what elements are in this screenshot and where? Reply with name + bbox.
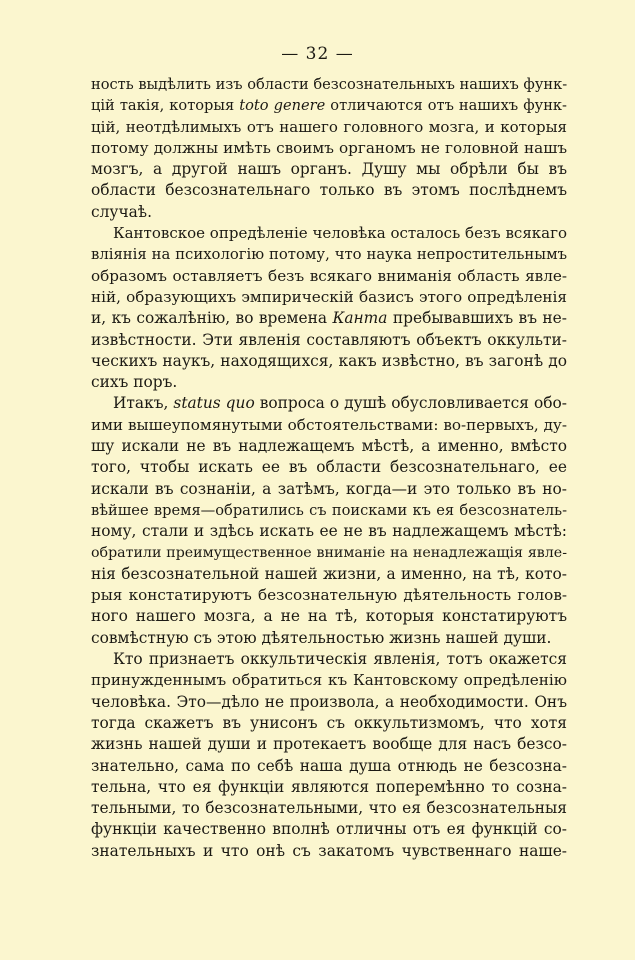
text-line: ній, образующихъ эмпирическій базисъ этого опредѣленія <box>91 287 567 306</box>
text-line: области безсознательнаго только въ этомъ послѣднемъ <box>91 181 567 200</box>
text-line: тельными, то безсознательными, что ея безсознательныя <box>91 799 567 818</box>
text-line: шу искали не въ надлежащемъ мѣстѣ, а именно, вмѣсто <box>91 437 567 456</box>
text-line: извѣстности. Эти явленія составляютъ объектъ оккульти- <box>91 330 567 349</box>
text-line: ческихъ наукъ, находящихся, какъ извѣстно, въ загонѣ до <box>91 351 567 370</box>
text-line: ному, стали и здѣсь искать ее не въ надлежащемъ мѣстѣ: <box>91 522 567 541</box>
text-line: вліянія на психологію потому, что наука непростительнымъ <box>91 246 567 264</box>
text-line: совмѣстную съ этою дѣятельностью жизнь нашей души. <box>91 628 552 647</box>
paragraph <box>91 223 567 393</box>
text-line: нія безсознательной нашей жизни, а именно, на тѣ, кото- <box>91 564 567 583</box>
text-line: искали въ сознаніи, а затѣмъ, когда—и это только въ но- <box>91 479 567 498</box>
text-line: вѣйшее время—обратились съ поисками къ ея безсознатель- <box>91 501 567 519</box>
paragraph <box>91 649 567 862</box>
text-line: и, къ сожалѣнію, во времена Канта пребывавшихъ въ не- <box>91 309 567 328</box>
text-line: человѣка. Это—дѣло не произвола, а необходимости. Онъ <box>91 692 567 711</box>
text-line: Кто признаетъ оккультическія явленія, тотъ окажется <box>113 650 567 669</box>
text-line: знательно, сама по себѣ наша душа отнюдь не безсозна- <box>91 756 567 775</box>
paragraph <box>91 393 567 649</box>
text-line: тельна, что ея функціи являются поперемѣнно то созна- <box>91 777 567 796</box>
text-line: ими вышеупомянутыми обстоятельствами: во-первыхъ, ду- <box>91 415 567 434</box>
text-line: сихъ поръ. <box>91 373 178 392</box>
page-number: — 32 — <box>281 44 354 64</box>
emphasized-term: status quo <box>173 394 255 413</box>
text-line: жизнь нашей души и протекаетъ вообще для насъ безсо- <box>91 735 567 754</box>
text-line: Итакъ, status quo вопроса о душѣ обусловливается обо- <box>113 394 567 413</box>
body-text <box>91 74 567 862</box>
text-line: знательныхъ и что онѣ съ закатомъ чувственнаго наше- <box>91 841 567 860</box>
text-line: рыя констатируютъ безсознательную дѣятельность голов- <box>91 586 567 605</box>
text-line: цій такія, которыя toto genere отличаются отъ нашихъ функ- <box>91 97 567 115</box>
text-line: Кантовское опредѣленіе человѣка осталось безъ всякаго <box>113 224 567 243</box>
text-line: случаѣ. <box>91 202 152 221</box>
text-line: мозгъ, а другой нашъ органъ. Душу мы обрѣли бы въ <box>91 160 567 179</box>
text-line: принужденнымъ обратиться къ Кантовскому опредѣленію <box>91 671 567 690</box>
text-line: того, чтобы искать ее въ области безсознательнаго, ее <box>91 458 567 477</box>
emphasized-term: toto genere <box>239 97 326 115</box>
paragraph <box>91 74 567 223</box>
text-line: обратили преимущественное вниманіе на ненадлежащія явле- <box>91 544 567 561</box>
text-line: ность выдѣлить изъ области безсознательныхъ нашихъ функ- <box>91 76 568 93</box>
text-line: образомъ оставляетъ безъ всякаго вниманія область явле- <box>91 266 567 285</box>
emphasized-term: Канта <box>332 309 388 328</box>
text-line: потому должны имѣть своимъ органомъ не головной нашъ <box>91 138 567 157</box>
text-line: цій, неотдѣлимыхъ отъ нашего головного мозга, и которыя <box>91 117 567 136</box>
text-line: ного нашего мозга, а не на тѣ, которыя констатируютъ <box>91 607 567 626</box>
text-line: функціи качественно вполнѣ отличны отъ ея функцій со- <box>91 820 567 839</box>
text-line: тогда скажетъ въ унисонъ съ оккультизмомъ, что хотя <box>91 713 567 732</box>
